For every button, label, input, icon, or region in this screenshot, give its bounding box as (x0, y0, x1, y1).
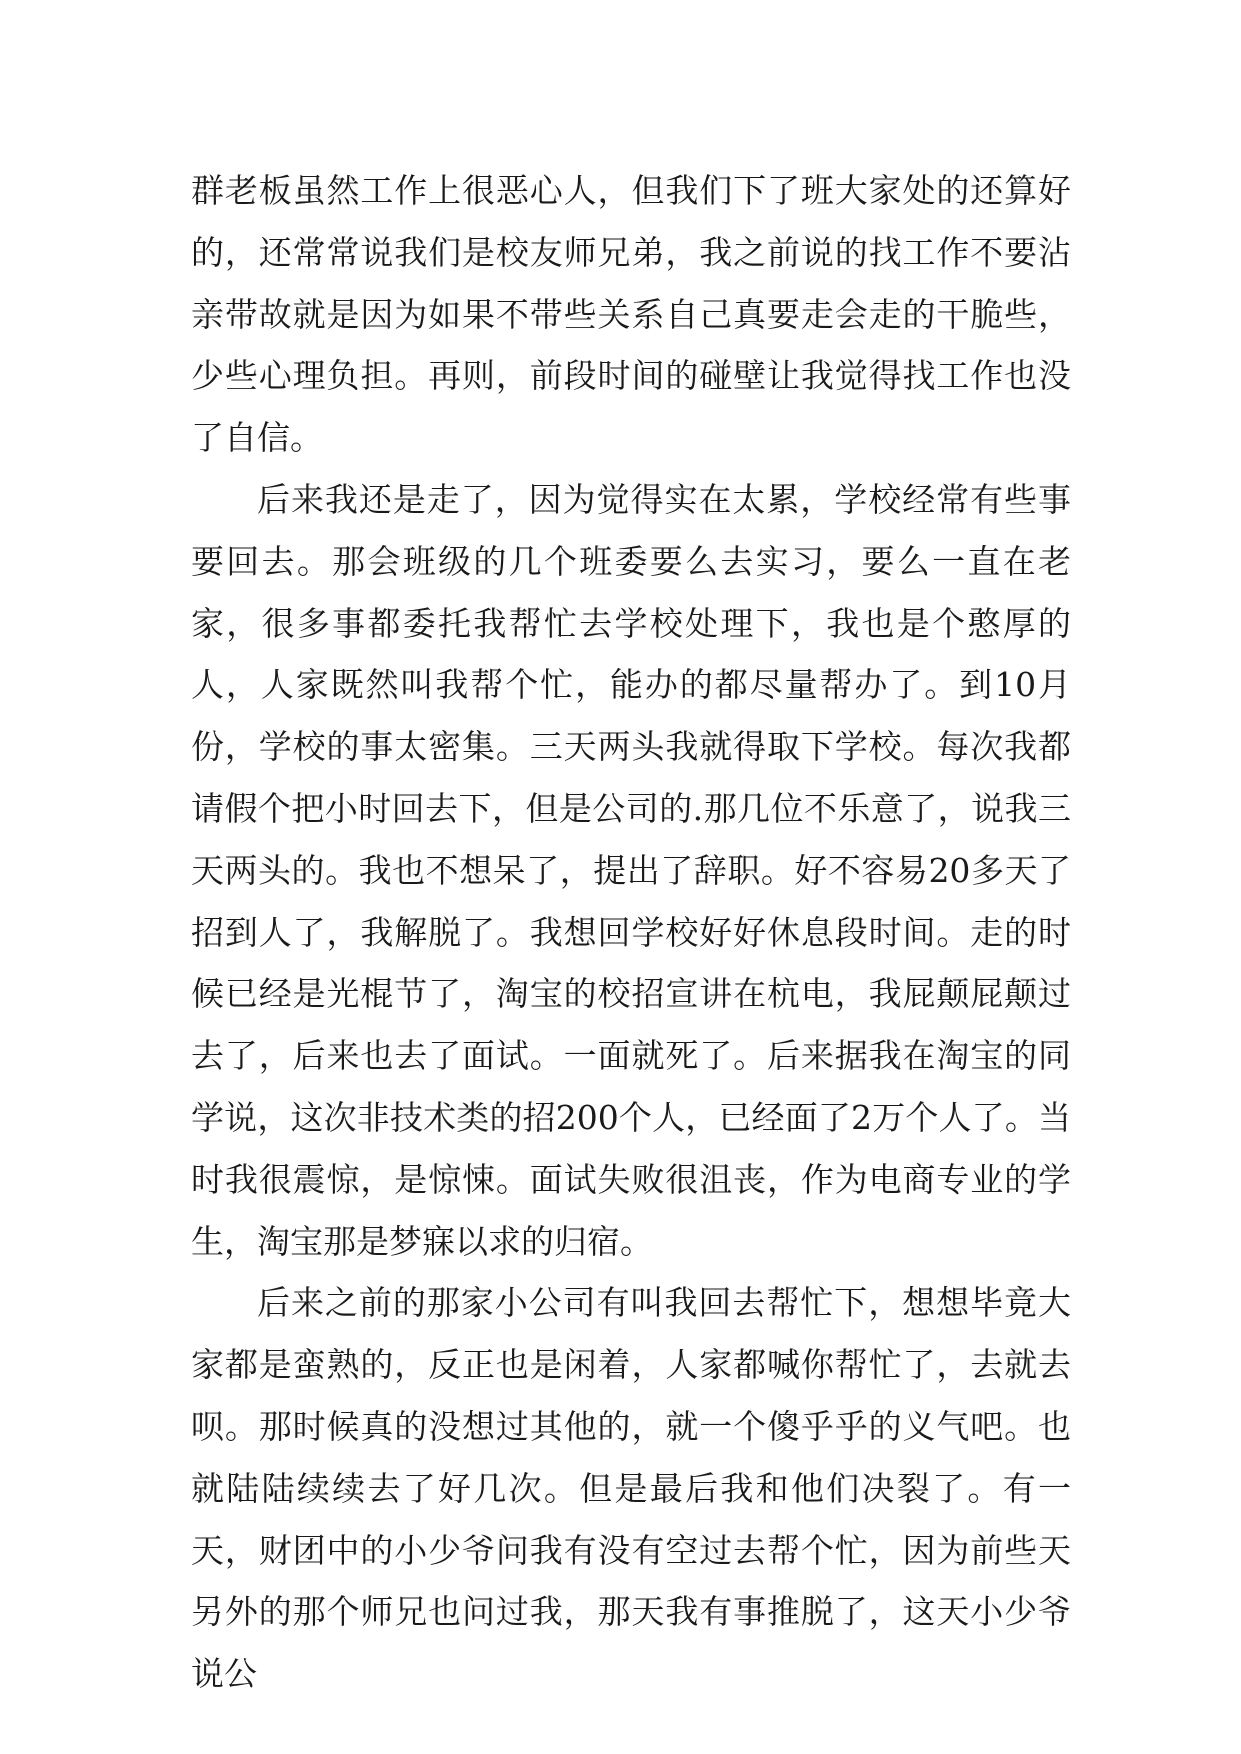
document-body (191, 160, 1071, 1705)
paragraph-2: 后来我还是走了，因为觉得实在太累，学校经常有些事要回去。那会班级的几个班委要么去实习，要么一直在老家，很多事都委托我帮忙去学校处理下，我也是个憨厚的人，人家既然叫我帮个忙，能办的都尽量帮办了。到10月份，学校的事太密集。三天两头我就得取下学校。每次我都请假个把小时回去下，但是公司的.那几位不乐意了，说我三天两头的。我也不想呆了，提出了辞职。好不容易20多天了招到人了，我解脱了。我想回学校好好休息段时间。走的时候已经是光棍节了，淘宝的校招宣讲在杭电，我屁颠屁颠过去了，后来也去了面试。一面就死了。后来据我在淘宝的同学说，这次非技术类的招200个人，已经面了2万个人了。当时我很震惊，是惊悚。面试失败很沮丧，作为电商专业的学生，淘宝那是梦寐以求的归宿。 (191, 479, 1071, 1261)
paragraph-3: 后来之前的那家小公司有叫我回去帮忙下，想想毕竟大家都是蛮熟的，反正也是闲着，人家都喊你帮忙了，去就去呗。那时候真的没想过其他的，就一个傻乎乎的义气吧。也就陆陆续续去了好几次。但是最后我和他们决裂了。有一天，财团中的小少爷问我有没有空过去帮个忙，因为前些天另外的那个师兄也问过我，那天我有事推脱了，这天小少爷说公 (191, 1283, 1071, 1694)
paragraph-1: 群老板虽然工作上很恶心人，但我们下了班大家处的还算好的，还常常说我们是校友师兄弟，我之前说的找工作不要沾亲带故就是因为如果不带些关系自己真要走会走的干脆些，少些心理负担。再则，前段时间的碰壁让我觉得找工作也没了自信。 (191, 171, 1071, 458)
